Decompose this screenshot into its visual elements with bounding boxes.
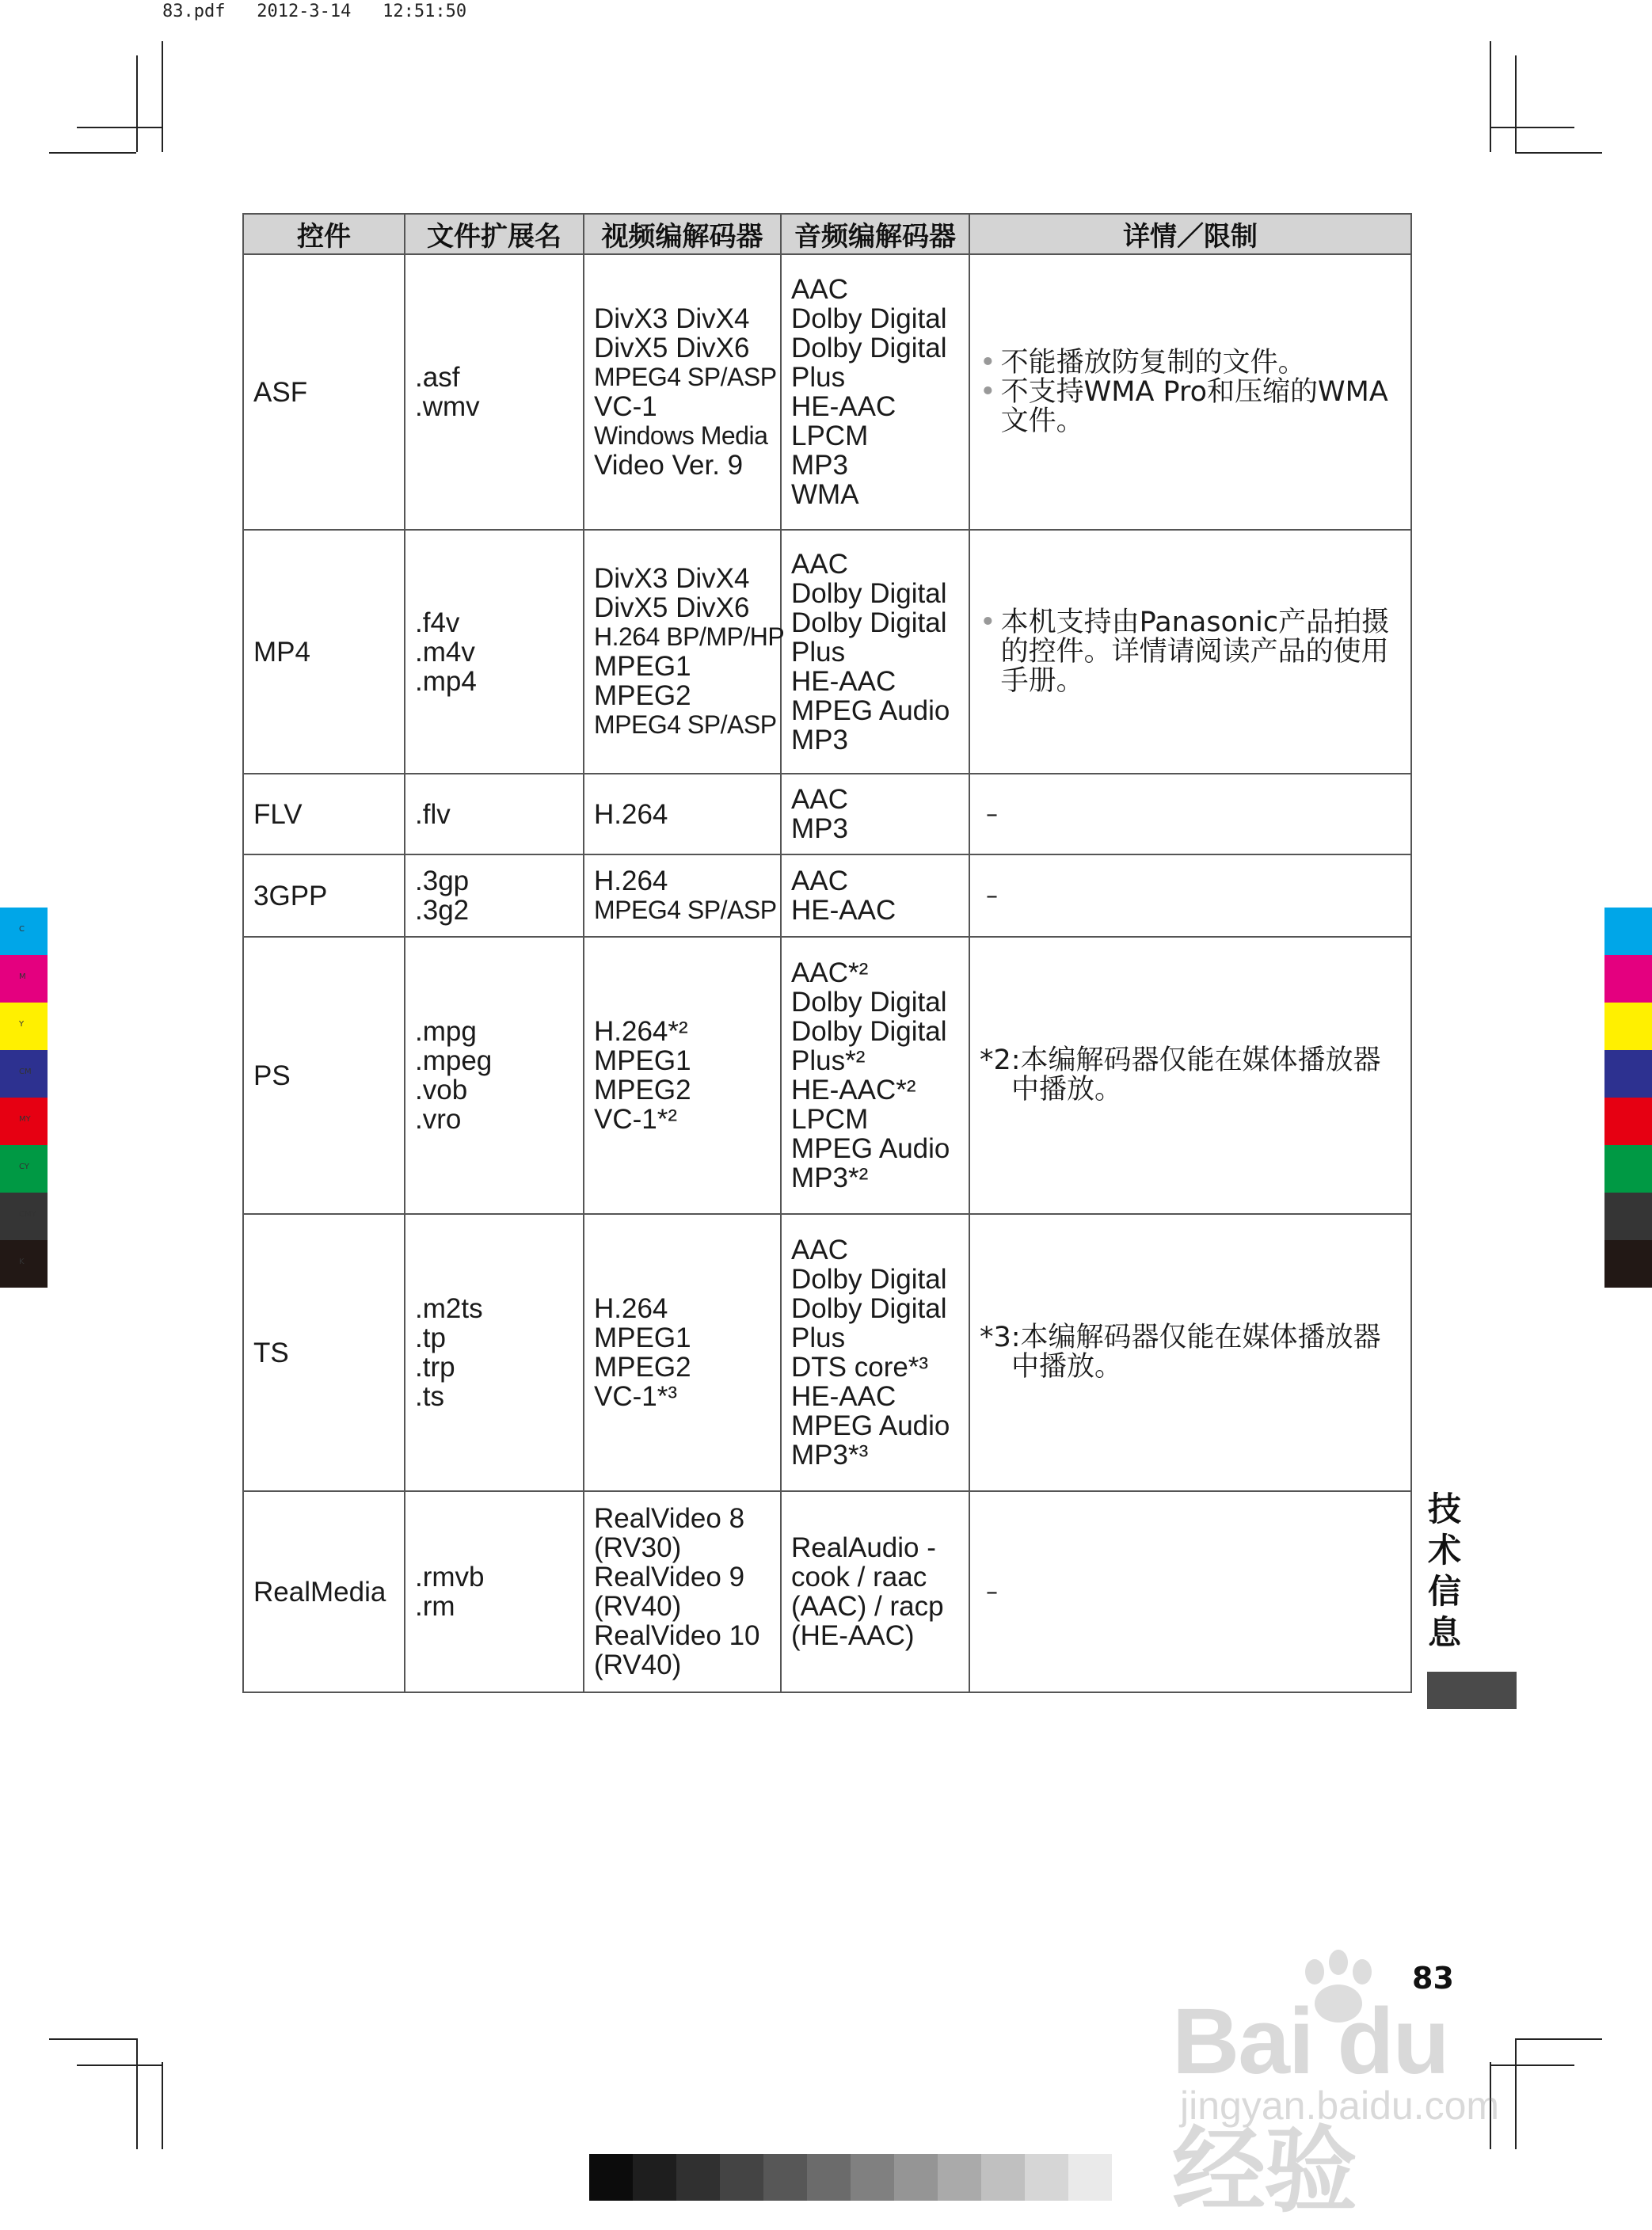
extension-cell: [405, 254, 584, 530]
color-swatch-label: CM: [19, 1067, 32, 1076]
audio-codec-item: Dolby Digital: [791, 607, 947, 638]
audio-codec-item: AAC: [791, 866, 848, 896]
audio-codec-item: Dolby Digital: [791, 987, 947, 1018]
audio-codec-item: (HE-AAC): [791, 1620, 915, 1651]
color-swatch: [0, 1240, 48, 1288]
extension-cell: [405, 854, 584, 937]
detail-bullet: [980, 348, 1401, 378]
video-codec-item: DivX5 DivX6: [594, 592, 750, 623]
detail-line: 不能播放防复制的文件。: [1000, 346, 1306, 379]
color-swatch: [1604, 1098, 1652, 1145]
audio-codec-item: LPCM: [791, 421, 869, 451]
audio-codec-item: HE-AAC: [791, 895, 896, 926]
extension-cell: [405, 1214, 584, 1491]
video-codec-item: VC-1*³: [594, 1381, 678, 1412]
audio-codec-item: Dolby Digital: [791, 1016, 947, 1047]
container-cell: ASF: [243, 254, 405, 530]
audio-codec-item: HE-AAC: [791, 391, 896, 422]
extension-item: .wmv: [415, 391, 480, 422]
table-row: [243, 1214, 1411, 1491]
video-codec-item: H.264 BP/MP/HP: [594, 622, 785, 651]
video-codec-item: MPEG1: [594, 1045, 691, 1076]
section-title-technical-info: [1426, 1489, 1464, 1653]
crop-mark: [1515, 55, 1517, 152]
gray-swatch: [1025, 2154, 1068, 2201]
audio-codec-cell: [781, 254, 969, 530]
gray-swatch: [763, 2154, 807, 2201]
video-codec-item: MPEG1: [594, 651, 691, 682]
color-swatch: [1604, 1050, 1652, 1098]
container-cell: TS: [243, 1214, 405, 1491]
color-swatch: [1604, 908, 1652, 955]
footnote-line: 中播放。: [1011, 1351, 1123, 1383]
audio-codec-item: cook / raac: [791, 1562, 927, 1593]
extension-item: .rm: [415, 1591, 455, 1622]
video-codec-item: RealVideo 8: [594, 1503, 745, 1534]
codec-support-table: [242, 213, 1412, 1693]
video-codec-item: H.264: [594, 1293, 668, 1324]
color-registration-bar-left: [0, 908, 48, 1288]
detail-bullet: [980, 608, 1401, 696]
crop-mark: [77, 127, 162, 128]
container-cell: PS: [243, 937, 405, 1214]
extension-item: .m2ts: [415, 1293, 483, 1324]
audio-codec-item: Plus: [791, 362, 846, 393]
column-header: 文件扩展名: [405, 214, 584, 254]
audio-codec-item: Plus: [791, 636, 846, 668]
video-codec-cell: [584, 774, 781, 854]
empty-detail-dash: –: [986, 801, 998, 828]
color-swatch-label: MY: [19, 1115, 31, 1124]
table-row: [243, 1491, 1411, 1692]
color-swatch: [0, 1193, 48, 1240]
video-codec-item: (RV40): [594, 1650, 682, 1680]
audio-codec-item: WMA: [791, 479, 859, 510]
color-swatch: [0, 908, 48, 955]
video-codec-cell: [584, 1491, 781, 1692]
audio-codec-item: MP3: [791, 450, 848, 481]
section-tab-marker: [1427, 1672, 1517, 1709]
extension-item: .vro: [415, 1104, 462, 1135]
extension-item: .3gp: [415, 866, 470, 896]
extension-item: .asf: [415, 362, 460, 393]
audio-codec-item: HE-AAC: [791, 1381, 896, 1412]
watermark-url: jingyan.baidu.com: [1180, 2083, 1500, 2128]
crop-mark: [162, 2062, 163, 2149]
audio-codec-item: MPEG Audio: [791, 1133, 950, 1164]
extension-item: .tp: [415, 1322, 446, 1353]
details-cell: [969, 1214, 1411, 1491]
color-swatch: [0, 955, 48, 1003]
crop-mark: [49, 2038, 136, 2040]
details-cell: [969, 1491, 1411, 1692]
video-codec-item: (RV30): [594, 1532, 682, 1563]
audio-codec-item: MPEG Audio: [791, 694, 950, 726]
footnote-line: 中播放。: [1011, 1074, 1123, 1105]
color-swatch-label: CMY: [19, 1210, 36, 1219]
table-header-row: [243, 214, 1411, 254]
video-codec-item: VC-1*²: [594, 1104, 678, 1135]
gray-swatch: [938, 2154, 981, 2201]
audio-codec-item: Plus: [791, 1322, 846, 1353]
crop-mark: [1490, 127, 1574, 128]
detail-line: 文件。: [1000, 405, 1084, 437]
audio-codec-item: HE-AAC: [791, 665, 896, 697]
bullet-icon: •: [980, 346, 996, 379]
audio-codec-item: MP3: [791, 813, 848, 844]
color-swatch: [1604, 1145, 1652, 1193]
empty-detail-dash: –: [986, 1578, 998, 1606]
color-swatch: [0, 1145, 48, 1193]
crop-mark: [77, 2064, 162, 2066]
extension-item: .mp4: [415, 665, 477, 697]
video-codec-item: DivX5 DivX6: [594, 333, 750, 363]
audio-codec-cell: [781, 530, 969, 774]
video-codec-item: Video Ver. 9: [594, 450, 744, 481]
extension-item: .mpeg: [415, 1045, 493, 1076]
audio-codec-item: AAC: [791, 784, 848, 815]
color-swatch: [1604, 1193, 1652, 1240]
gray-swatch: [981, 2154, 1025, 2201]
audio-codec-item: RealAudio -: [791, 1532, 936, 1563]
container-cell: 3GPP: [243, 854, 405, 937]
table-row: [243, 774, 1411, 854]
gray-swatch: [1068, 2154, 1112, 2201]
section-title-char: 信: [1427, 1572, 1461, 1611]
color-swatch-label: M: [19, 972, 26, 981]
video-codec-item: MPEG2: [594, 1352, 691, 1383]
table-row: [243, 937, 1411, 1214]
extension-item: .rmvb: [415, 1562, 485, 1593]
detail-line: 手册。: [1000, 664, 1084, 697]
gray-swatch: [894, 2154, 938, 2201]
column-header: 详情／限制: [969, 214, 1411, 254]
section-title-char: 技: [1427, 1490, 1461, 1528]
audio-codec-item: (AAC) / racp: [791, 1591, 944, 1622]
audio-codec-item: MP3*³: [791, 1440, 869, 1471]
extension-cell: [405, 1491, 584, 1692]
video-codec-item: MPEG4 SP/ASP: [594, 896, 777, 924]
details-cell: [969, 254, 1411, 530]
crop-mark: [162, 41, 163, 152]
container-cell: MP4: [243, 530, 405, 774]
gray-swatch: [807, 2154, 851, 2201]
audio-codec-cell: [781, 774, 969, 854]
column-header: 音频编解码器: [781, 214, 969, 254]
gray-swatch: [720, 2154, 763, 2201]
video-codec-item: VC-1: [594, 391, 657, 422]
grayscale-calibration-bar: [589, 2154, 1112, 2201]
extension-item: .ts: [415, 1381, 444, 1412]
details-cell: [969, 937, 1411, 1214]
audio-codec-item: LPCM: [791, 1104, 869, 1135]
extension-item: .m4v: [415, 636, 475, 668]
detail-text: [1001, 348, 1306, 378]
details-cell: [969, 774, 1411, 854]
color-swatch: [0, 1003, 48, 1050]
video-codec-item: MPEG4 SP/ASP: [594, 363, 777, 391]
detail-text: [1000, 375, 1388, 437]
audio-codec-item: Plus*²: [791, 1045, 866, 1076]
detail-line: 本机支持由Panasonic产品拍摄: [1000, 606, 1390, 638]
audio-codec-item: AAC*²: [791, 957, 869, 988]
extension-cell: [405, 530, 584, 774]
audio-codec-item: MP3: [791, 724, 848, 755]
color-swatch-label: C: [19, 925, 25, 934]
table-row: [243, 254, 1411, 530]
details-cell: [969, 854, 1411, 937]
baidu-watermark: [1172, 1956, 1552, 2224]
extension-item: .f4v: [415, 607, 460, 638]
audio-codec-item: DTS core*³: [791, 1352, 929, 1383]
video-codec-item: H.264*²: [594, 1016, 688, 1047]
color-swatch-label: Y: [19, 1020, 25, 1029]
color-registration-bar-right: [1604, 908, 1652, 1288]
audio-codec-item: Dolby Digital: [791, 333, 947, 363]
container-cell: FLV: [243, 774, 405, 854]
column-header: 控件: [243, 214, 405, 254]
table-row: [243, 530, 1411, 774]
audio-codec-item: AAC: [791, 274, 848, 305]
detail-bullet: [980, 375, 1401, 437]
audio-codec-cell: [781, 1214, 969, 1491]
video-codec-cell: [584, 937, 781, 1214]
video-codec-item: MPEG1: [594, 1322, 691, 1353]
crop-mark: [1515, 152, 1602, 154]
crop-mark: [136, 55, 138, 152]
audio-codec-item: Dolby Digital: [791, 577, 947, 609]
color-swatch: [1604, 1003, 1652, 1050]
video-codec-item: DivX3 DivX4: [594, 563, 750, 594]
color-swatch: [0, 1098, 48, 1145]
detail-text: [1001, 608, 1389, 696]
extension-item: .3g2: [415, 895, 470, 926]
gray-swatch: [589, 2154, 633, 2201]
video-codec-item: H.264: [594, 798, 668, 830]
color-swatch-label: K: [19, 1258, 25, 1266]
table-row: [243, 854, 1411, 937]
video-codec-item: MPEG4 SP/ASP: [594, 710, 777, 739]
section-title-char: 息: [1427, 1613, 1461, 1652]
audio-codec-item: MP3*²: [791, 1163, 869, 1193]
section-title-char: 术: [1427, 1531, 1461, 1570]
gray-swatch: [851, 2154, 894, 2201]
audio-codec-cell: [781, 937, 969, 1214]
audio-codec-item: HE-AAC*²: [791, 1075, 916, 1105]
video-codec-cell: [584, 1214, 781, 1491]
extension-cell: [405, 937, 584, 1214]
extension-item: .trp: [415, 1352, 455, 1383]
column-header: 视频编解码器: [584, 214, 781, 254]
video-codec-item: MPEG2: [594, 1075, 691, 1105]
video-codec-cell: [584, 854, 781, 937]
empty-detail-dash: –: [986, 882, 998, 910]
video-codec-cell: [584, 530, 785, 774]
container-cell: RealMedia: [243, 1491, 405, 1692]
audio-codec-item: Dolby Digital: [791, 303, 947, 334]
color-swatch: [1604, 1240, 1652, 1288]
gray-swatch: [633, 2154, 676, 2201]
color-swatch: [1604, 955, 1652, 1003]
audio-codec-cell: [781, 854, 969, 937]
extension-item: .vob: [415, 1075, 468, 1105]
color-swatch: [0, 1050, 48, 1098]
file-header: 83.pdf 2012-3-14 12:51:50: [162, 2, 467, 21]
audio-codec-cell: [781, 1491, 969, 1692]
crop-mark: [136, 2038, 138, 2149]
video-codec-item: RealVideo 10: [594, 1620, 760, 1651]
watermark-text: Bai du 经验: [1172, 1989, 1448, 2224]
audio-codec-item: Dolby Digital: [791, 1293, 947, 1324]
audio-codec-item: Dolby Digital: [791, 1264, 947, 1295]
detail-line: 不支持WMA Pro和压缩的WMA: [1000, 375, 1388, 408]
gray-swatch: [676, 2154, 720, 2201]
color-swatch-label: CY: [19, 1163, 29, 1171]
detail-line: 的控件。详情请阅读产品的使用: [1000, 635, 1389, 668]
footnote-line: *2:本编解码器仅能在媒体播放器: [980, 1045, 1381, 1076]
video-codec-item: Windows Media: [594, 421, 768, 450]
video-codec-item: MPEG2: [594, 680, 691, 711]
crop-mark: [1490, 41, 1491, 152]
crop-mark: [49, 152, 136, 154]
audio-codec-item: MPEG Audio: [791, 1410, 950, 1441]
video-codec-item: RealVideo 9: [594, 1562, 745, 1593]
extension-item: .mpg: [415, 1016, 477, 1047]
video-codec-item: H.264: [594, 866, 668, 896]
extension-item: .flv: [415, 798, 451, 830]
video-codec-item: (RV40): [594, 1591, 682, 1622]
audio-codec-item: AAC: [791, 1235, 848, 1265]
page-number: 83: [1412, 1961, 1454, 1996]
video-codec-cell: [584, 254, 781, 530]
bullet-icon: •: [980, 375, 996, 408]
video-codec-item: DivX3 DivX4: [594, 303, 750, 334]
details-cell: [969, 530, 1411, 774]
audio-codec-item: AAC: [791, 548, 848, 580]
bullet-icon: •: [980, 606, 996, 638]
extension-cell: [405, 774, 584, 854]
footnote-line: *3:本编解码器仅能在媒体播放器: [980, 1322, 1381, 1353]
